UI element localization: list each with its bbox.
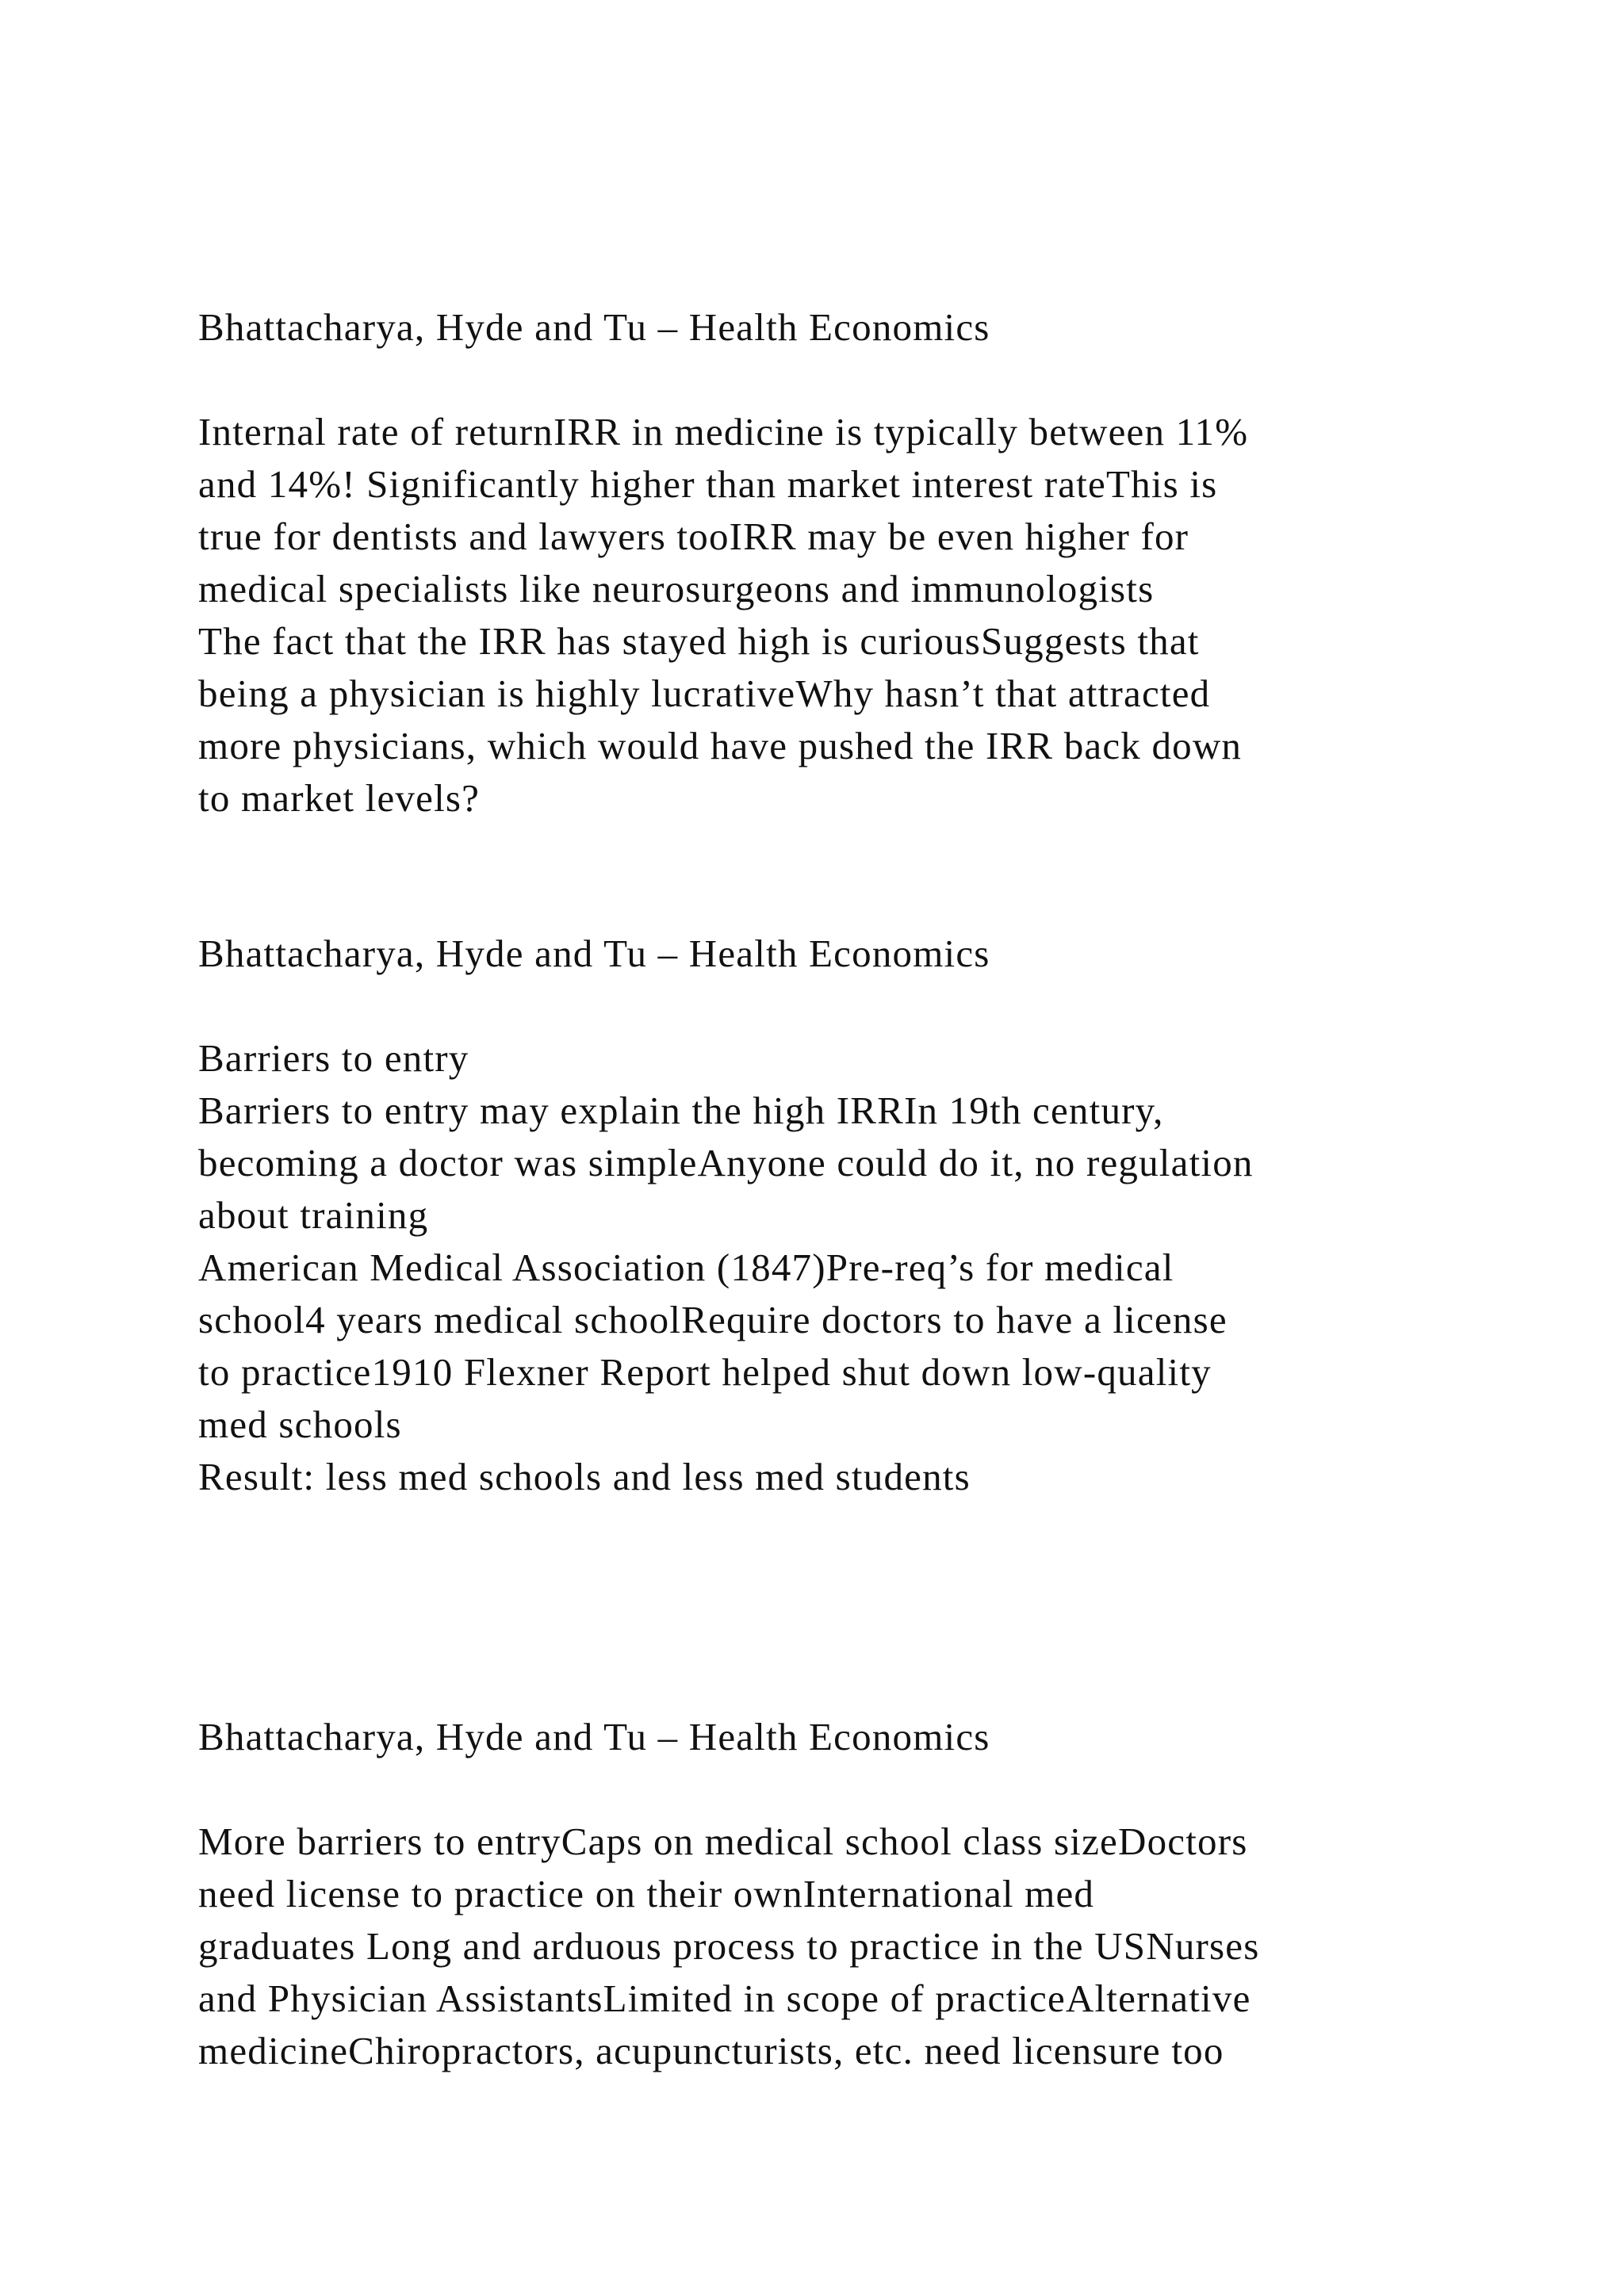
section-2-heading: Bhattacharya, Hyde and Tu – Health Economics — [198, 932, 990, 975]
section-2-line-9: Result: less med schools and less med students — [198, 1455, 971, 1498]
section-2-line-3: becoming a doctor was simpleAnyone could do it, no regulation — [198, 1141, 1254, 1184]
section-1-line-7: more physicians, which would have pushed the IRR back down — [198, 724, 1243, 767]
section-2-line-8: med schools — [198, 1402, 402, 1446]
section-1-line-5: The fact that the IRR has stayed high is curiousSuggests that — [198, 619, 1200, 663]
section-1-line-6: being a physician is highly lucrativeWhy hasn’t that attracted — [198, 672, 1211, 715]
section-2-line-5: American Medical Association (1847)Pre-req’s for medical — [198, 1246, 1174, 1289]
section-1-line-3: true for dentists and lawyers tooIRR may be even higher for — [198, 515, 1189, 558]
section-3-line-4: and Physician AssistantsLimited in scope of practiceAlternative — [198, 1976, 1251, 2020]
section-2-line-7: to practice1910 Flexner Report helped shut down low-quality — [198, 1350, 1212, 1394]
section-3-line-2: need license to practice on their ownInternational med — [198, 1872, 1095, 1915]
section-2-line-1: Barriers to entry — [198, 1036, 469, 1080]
section-2-line-6: school4 years medical schoolRequire doctors to have a license — [198, 1298, 1228, 1341]
section-1-line-8: to market levels? — [198, 776, 481, 820]
section-3-line-3: graduates Long and arduous process to practice in the USNurses — [198, 1924, 1260, 1968]
section-2-line-2: Barriers to entry may explain the high IRRIn 19th century, — [198, 1089, 1164, 1132]
section-2-line-4: about training — [198, 1193, 429, 1237]
section-1-heading: Bhattacharya, Hyde and Tu – Health Economics — [198, 305, 990, 349]
section-1-line-1: Internal rate of returnIRR in medicine is typically between 11% — [198, 410, 1249, 453]
section-1-line-2: and 14%! Significantly higher than market interest rateThis is — [198, 462, 1218, 506]
section-1-line-4: medical specialists like neurosurgeons and immunologists — [198, 567, 1155, 610]
section-3-line-5: medicineChiropractors, acupuncturists, etc. need licensure too — [198, 2029, 1224, 2072]
section-3-line-1: More barriers to entryCaps on medical school class sizeDoctors — [198, 1820, 1248, 1863]
section-3-heading: Bhattacharya, Hyde and Tu – Health Economics — [198, 1715, 990, 1758]
